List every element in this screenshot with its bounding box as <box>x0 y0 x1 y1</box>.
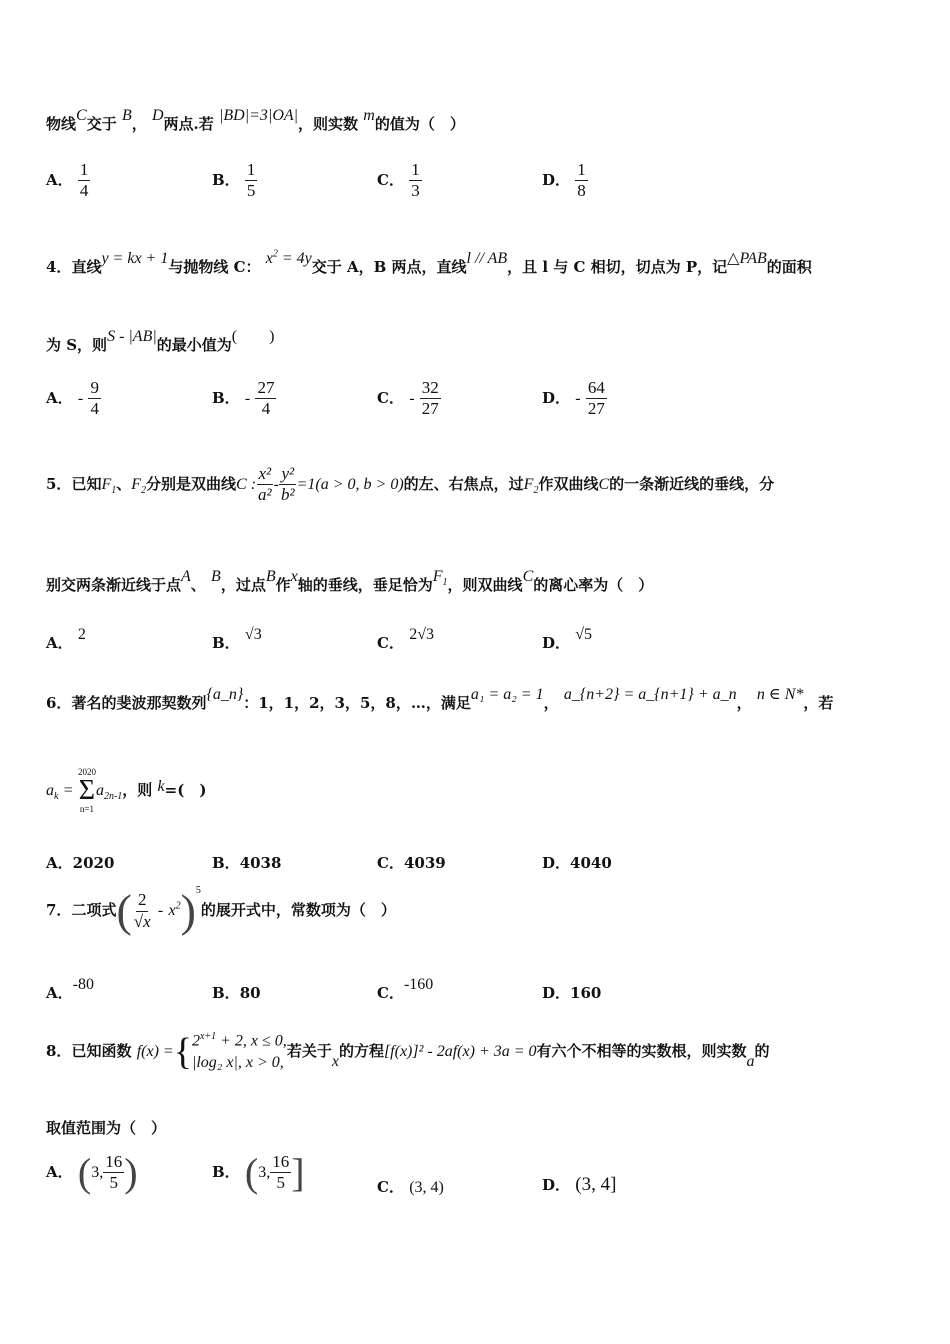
q7-option-d[interactable]: D．160 <box>542 984 602 1002</box>
q5-stem-line1: 5．已知$F_1$、$F_2$分别是双曲线C : $\frac{\text{x²}}{\text{a²}}$ - $\frac{\text{y²}}{\text{b²}}$ =1(a > 0, b > 0)的左、右焦点，过$F_2$作双曲线C的一条渐近线的垂线，分 <box>46 464 775 505</box>
q7-option-c[interactable]: C．-160 <box>377 976 434 1002</box>
q5-option-d[interactable]: D． √5 <box>542 626 593 652</box>
fraction: $\frac{1}{5}$ <box>246 160 256 201</box>
q3-option-a[interactable]: A． $\frac{1}{4}$ <box>46 160 89 201</box>
q6-stem-line2: $a_k$ = 2020 Σ n=1 $a_{2n-1}$，则 k=( ) <box>46 767 207 814</box>
q4-option-d[interactable]: D． - $\frac{64}{27}$ <box>542 378 605 419</box>
q4-stem-line1: 4．直线y = kx + 1与抛物线 C： $x^2 = 4y$交于 A，B 两点，直线l // AB，且 l 与 C 相切，切点为 P，记△PAB的面积 <box>46 248 812 276</box>
q6-option-c[interactable]: C．4039 <box>377 854 446 872</box>
q5-option-a[interactable]: A． 2 <box>46 626 86 652</box>
q8-stem-line1: 8．已知函数 f(x) ={ $2^{x+1} + 2$, x ≤ 0, |log₂ x|, x > 0, 若关于x的方程[f(x)]² - 2af(x) + 3a = 0有六个不相等的实数根，则实数a的 <box>46 1030 770 1073</box>
q5-option-c[interactable]: C． 2√3 <box>377 626 434 652</box>
q4-option-a[interactable]: A． - $\frac{9}{4}$ <box>46 378 99 419</box>
q3-stem: 物线C交于 B， D两点.若 |BD|=3|OA|，则实数 m的值为（ ） <box>46 107 465 133</box>
q6-stem-line1: 6．著名的斐波那契数列{a_n}：1，1，2，3，5，8，…，满足a₁ = a₂ = 1， a_{n+2} = a_{n+1} + a_n， n ∈ N*，若 <box>46 686 834 712</box>
summation: 2020 Σ n=1 <box>77 767 96 814</box>
q8-option-d[interactable]: D． (3, 4] <box>542 1174 617 1195</box>
q7-option-a[interactable]: A．-80 <box>46 976 94 1002</box>
q7-stem: 7．二项式( $\frac{2}{√x}$ - $x^2)^5$的展开式中，常数项为（ ） <box>46 885 396 936</box>
fraction: $\frac{1}{3}$ <box>411 160 420 201</box>
q4-stem-line2: 为 S，则S - |AB|的最小值为( ) <box>46 328 275 354</box>
q8-stem-line2: 取值范围为（ ） <box>46 1119 167 1137</box>
q5-stem-line2: 别交两条渐近线于点A、 B，过点B作x轴的垂线，垂足恰为$F_1$，则双曲线C的离心率为（ ） <box>46 568 654 594</box>
fraction: $\frac{1}{4}$ <box>79 160 89 201</box>
fraction: $\frac{1}{8}$ <box>577 160 586 201</box>
q4-option-b[interactable]: B． - $\frac{27}{4}$ <box>212 378 275 419</box>
q3-option-d[interactable]: D． $\frac{1}{8}$ <box>542 160 586 201</box>
q8-option-b[interactable]: B． (3, $\frac{16}{5}$ ] <box>212 1149 305 1195</box>
q8-option-c[interactable]: C． (3, 4) <box>377 1178 444 1196</box>
q4-option-c[interactable]: C． - $\frac{32}{27}$ <box>377 378 439 419</box>
q6-option-b[interactable]: B．4038 <box>212 854 282 872</box>
q6-option-a[interactable]: A．2020 <box>46 854 115 872</box>
q3-option-b[interactable]: B． $\frac{1}{5}$ <box>212 160 256 201</box>
q6-option-d[interactable]: D．4040 <box>542 854 612 872</box>
q8-option-a[interactable]: A． (3, $\frac{16}{5}$ ) <box>46 1149 138 1195</box>
q5-option-b[interactable]: B． √3 <box>212 626 262 652</box>
q7-option-b[interactable]: B．80 <box>212 984 261 1002</box>
q3-option-c[interactable]: C． $\frac{1}{3}$ <box>377 160 420 201</box>
